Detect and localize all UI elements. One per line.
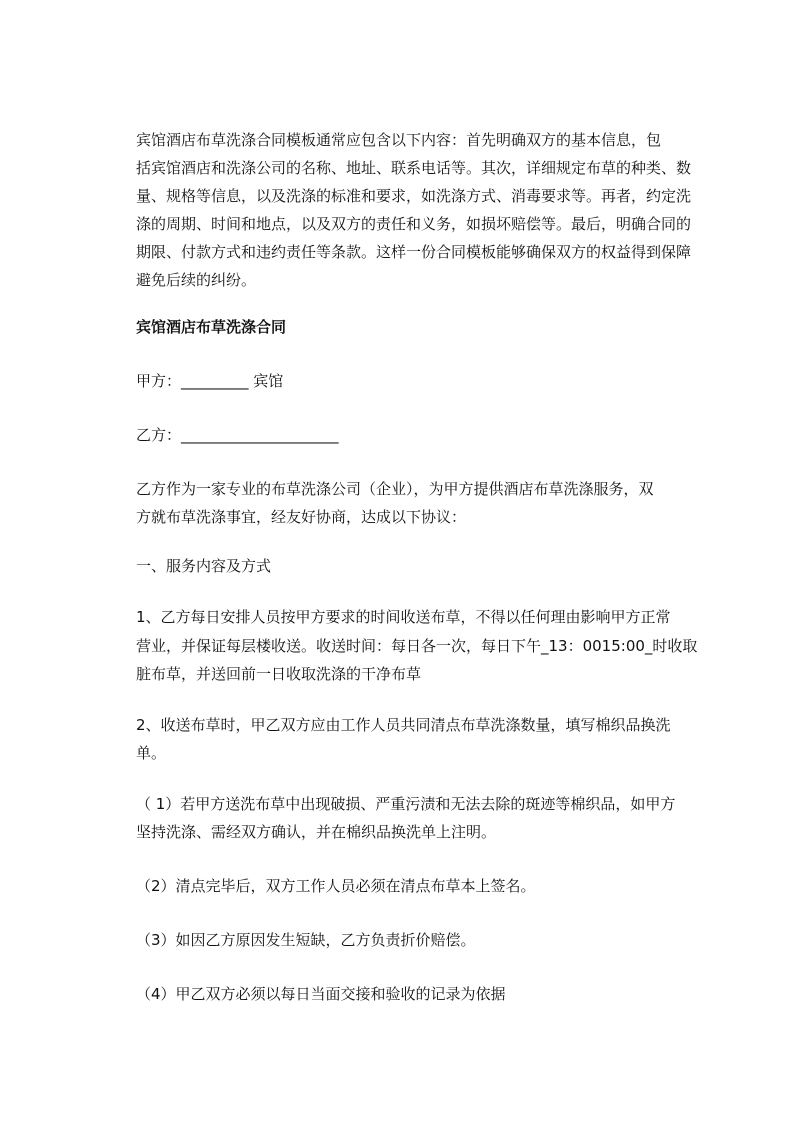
sub-item-3: （3）如因乙方原因发生短缺，乙方负责折价赔偿。 [136,931,476,949]
preamble-line-1: 乙方作为一家专业的布草洗涤公司（企业），为甲方提供酒店布草洗涤服务，双 [136,480,654,498]
item-2-line-1: 2、收送布草时，甲乙双方应由工作人员共同清点布草洗涤数量，填写棉织品换洗 [136,716,671,734]
section-1-heading: 一、服务内容及方式 [136,557,272,575]
intro-line-5: 期限、付款方式和违约责任等条款。这样一份合同模板能够确保双方的权益得到保障 [136,243,692,261]
party-b: 乙方：_____________________ [136,426,339,444]
item-1-line-1: 1、乙方每日安排人员按甲方要求的时间收送布草，不得以任何理由影响甲方正常 [136,608,671,626]
intro-line-4: 涤的周期、时间和地点，以及双方的责任和义务，如损坏赔偿等。最后，明确合同的 [136,215,692,233]
sub-item-1-line-2: 坚持洗涤、需经双方确认，并在棉织品换洗单上注明。 [136,823,497,841]
contract-title: 宾馆酒店布草洗涤合同 [136,318,287,336]
intro-line-3: 量、规格等信息，以及洗涤的标准和要求，如洗涤方式、消毒要求等。再者，约定洗 [136,187,692,205]
item-2-line-2: 单。 [136,744,167,762]
item-1-line-3: 脏布草，并送回前一日收取洗涤的干净布草 [136,665,422,683]
sub-item-2: （2）清点完毕后，双方工作人员必须在清点布草本上签名。 [136,877,536,895]
item-1-line-2: 营业，并保证每层楼收送。收送时间：每日各一次，每日下午_13：0015:00_时收取 [136,637,698,655]
intro-line-6: 避免后续的纠纷。 [136,271,257,289]
sub-item-4: （4）甲乙双方必须以每日当面交接和验收的记录为依据 [136,985,506,1003]
intro-line-2: 括宾馆酒店和洗涤公司的名称、地址、联系电话等。其次，详细规定布草的种类、数 [136,159,692,177]
party-a: 甲方：_________ 宾馆 [136,372,284,390]
preamble-line-2: 方就布草洗涤事宜，经友好协商，达成以下协议： [136,508,467,526]
sub-item-1-line-1: （ 1）若甲方送洗布草中出现破损、严重污渍和无法去除的斑迹等棉织品，如甲方 [136,795,676,813]
intro-line-1: 宾馆酒店布草洗涤合同模板通常应包含以下内容：首先明确双方的基本信息，包 [136,131,662,149]
